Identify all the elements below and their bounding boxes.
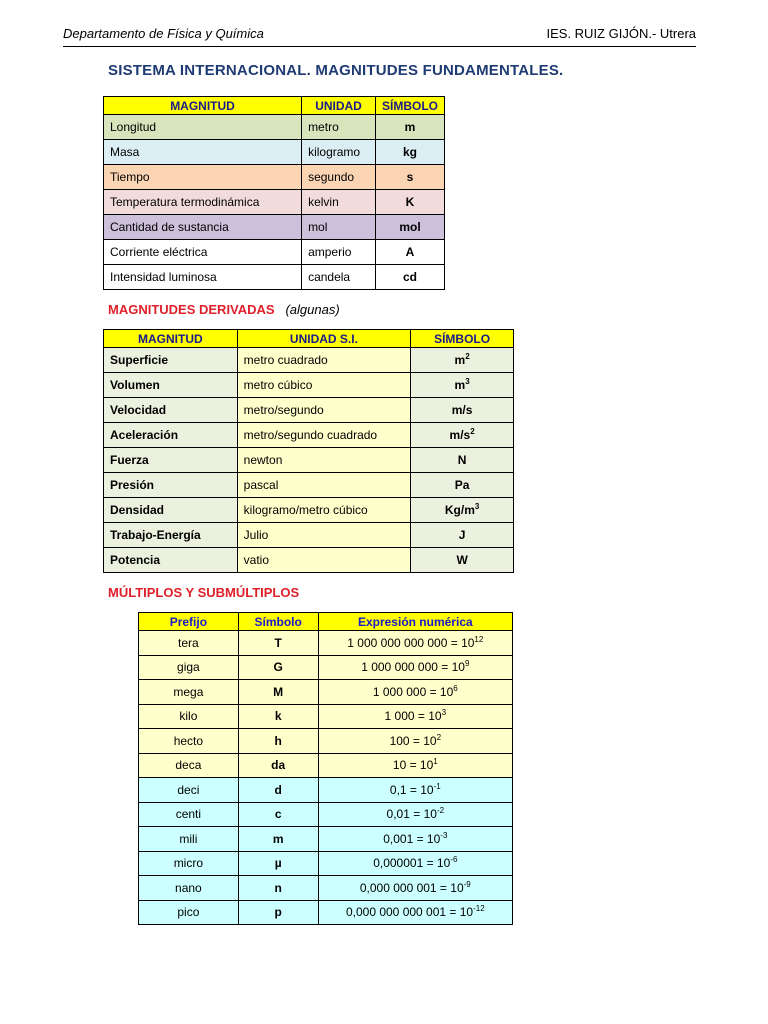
simbolo-cell [238, 851, 318, 876]
magnitud-cell [104, 523, 238, 548]
simbolo-cell-text: mol [399, 220, 421, 234]
exponent: -6 [450, 855, 458, 865]
derived-title: MAGNITUDES DERIVADAS [108, 302, 275, 317]
simbolo-cell [375, 190, 444, 215]
table-row [139, 729, 513, 754]
table-row [104, 190, 445, 215]
exponent: -9 [463, 879, 471, 889]
prefijo-cell [139, 802, 239, 827]
prefijo-cell-text: micro [173, 856, 204, 871]
exponent: 3 [474, 502, 480, 511]
unidad-cell [302, 140, 376, 165]
table-row [139, 851, 513, 876]
magnitud-cell [104, 548, 238, 573]
simbolo-cell [238, 876, 318, 901]
prefijo-cell-text: giga [177, 660, 200, 675]
unidad-cell-text: pascal [243, 478, 279, 492]
magnitud-cell [104, 348, 238, 373]
expresion-cell-text: 100 = 10 [389, 733, 437, 748]
simbolo-cell [375, 215, 444, 240]
table-row [104, 548, 514, 573]
magnitud-cell [104, 240, 302, 265]
table-row [139, 655, 513, 680]
prefijo-cell-text: deca [175, 758, 202, 773]
department-name: Departamento de Física y Química [63, 26, 264, 41]
magnitud-cell [104, 140, 302, 165]
unidad-cell-text: segundo [308, 170, 355, 184]
expresion-cell-text: 1 000 = 10 [384, 709, 442, 724]
simbolo-cell [411, 348, 514, 373]
simbolo-cell [238, 778, 318, 803]
magnitud-cell-text: Potencia [110, 553, 161, 567]
simbolo-cell [238, 827, 318, 852]
simbolo-cell-text: m [454, 353, 466, 367]
magnitud-cell-text: Superficie [110, 353, 169, 367]
table-row [104, 140, 445, 165]
table-row [104, 240, 445, 265]
magnitud-cell-text: Velocidad [110, 403, 167, 417]
prefijo-cell [139, 851, 239, 876]
prefijo-cell [139, 876, 239, 901]
unidad-cell [237, 423, 411, 448]
expresion-cell [318, 680, 512, 705]
magnitud-cell [104, 190, 302, 215]
expresion-cell-text: 1 000 000 000 000 = 10 [347, 635, 475, 650]
header-unidad: UNIDAD [302, 97, 376, 115]
exponent: -3 [440, 830, 448, 840]
magnitud-cell-text: Tiempo [110, 170, 150, 184]
prefijo-cell-text: mega [173, 684, 204, 699]
expresion-cell [318, 827, 512, 852]
table-row [139, 704, 513, 729]
unidad-cell-text: Julio [243, 528, 269, 542]
simbolo-cell-text: d [274, 782, 282, 797]
simbolo-cell-text: da [271, 758, 286, 773]
exponent: 2 [465, 352, 470, 361]
expresion-cell-text: 0,000001 = 10 [373, 856, 451, 871]
expresion-cell [318, 753, 512, 778]
magnitud-cell [104, 265, 302, 290]
simbolo-cell-text: c [274, 807, 282, 822]
header-simbolo: Símbolo [238, 613, 318, 631]
magnitud-cell [104, 473, 238, 498]
derived-magnitudes-table [103, 329, 514, 573]
expresion-cell [318, 876, 512, 901]
simbolo-cell-text: G [273, 660, 283, 675]
simbolo-cell-text: Pa [454, 478, 470, 492]
table-row [104, 165, 445, 190]
simbolo-cell-text: cd [402, 270, 417, 284]
simbolo-cell-text: p [274, 905, 282, 920]
unidad-cell [237, 373, 411, 398]
magnitud-cell-text: Volumen [110, 378, 160, 392]
magnitud-cell-text: Intensidad luminosa [110, 270, 217, 284]
prefijo-cell [139, 729, 239, 754]
expresion-cell-text: 1 000 000 000 = 10 [361, 660, 465, 675]
exponent: 3 [441, 708, 447, 718]
header-simbolo: SÍMBOLO [411, 330, 514, 348]
simbolo-cell [375, 265, 444, 290]
unidad-cell [302, 115, 376, 140]
prefijo-cell [139, 778, 239, 803]
unidad-cell-text: metro/segundo [243, 403, 324, 417]
expresion-cell [318, 631, 512, 656]
simbolo-cell [411, 373, 514, 398]
prefixes-table [138, 612, 513, 925]
header-magnitud: MAGNITUD [104, 97, 302, 115]
table-row [104, 473, 514, 498]
unidad-cell-text: candela [308, 270, 351, 284]
table-header-row [104, 330, 514, 348]
magnitud-cell [104, 398, 238, 423]
simbolo-cell-text: m/s [451, 403, 473, 417]
multiples-section-title: MÚLTIPLOS Y SUBMÚLTIPLOS [108, 585, 300, 600]
simbolo-cell-text: kg [402, 145, 417, 159]
table-row [104, 523, 514, 548]
expresion-cell-text: 0,000 000 000 001 = 10 [345, 905, 474, 920]
unidad-cell-text: metro/segundo cuadrado [243, 428, 378, 442]
unidad-cell-text: metro cuadrado [243, 353, 328, 367]
table-row [104, 398, 514, 423]
expresion-cell-text: 0,1 = 10 [389, 782, 434, 797]
exponent: 12 [474, 634, 484, 644]
magnitud-cell [104, 448, 238, 473]
table-row [104, 423, 514, 448]
simbolo-cell-text: N [457, 453, 467, 467]
expresion-cell [318, 778, 512, 803]
table-header-row [139, 613, 513, 631]
expresion-cell-text: 0,000 000 001 = 10 [359, 880, 464, 895]
simbolo-cell [238, 802, 318, 827]
magnitud-cell [104, 373, 238, 398]
exponent: 6 [453, 683, 458, 693]
unidad-cell [302, 265, 376, 290]
expresion-cell-text: 0,001 = 10 [383, 831, 441, 846]
prefijo-cell-text: centi [175, 807, 202, 822]
simbolo-cell [238, 704, 318, 729]
magnitud-cell-text: Fuerza [110, 453, 149, 467]
table-row [104, 215, 445, 240]
header-prefijo: Prefijo [139, 613, 239, 631]
unidad-cell [237, 348, 411, 373]
expresion-cell-text: 0,01 = 10 [386, 807, 437, 822]
prefijo-cell [139, 655, 239, 680]
simbolo-cell [411, 548, 514, 573]
page-header [63, 24, 696, 47]
unidad-cell-text: metro cúbico [243, 378, 313, 392]
simbolo-cell [238, 753, 318, 778]
magnitud-cell [104, 215, 302, 240]
table-row [139, 778, 513, 803]
unidad-cell [302, 165, 376, 190]
expresion-cell [318, 802, 512, 827]
exponent: 9 [464, 659, 470, 669]
table-row [139, 827, 513, 852]
magnitud-cell [104, 165, 302, 190]
simbolo-cell-text: T [274, 635, 282, 650]
prefijo-cell-text: deci [177, 782, 200, 797]
prefijo-cell-text: kilo [179, 709, 198, 724]
table-row [139, 680, 513, 705]
simbolo-cell-text: m [404, 120, 416, 134]
header-unidad: UNIDAD S.I. [237, 330, 411, 348]
unidad-cell [302, 215, 376, 240]
table-row [139, 876, 513, 901]
prefijo-cell [139, 704, 239, 729]
unidad-cell [237, 473, 411, 498]
simbolo-cell [411, 473, 514, 498]
simbolo-cell-text: m [454, 378, 466, 392]
prefijo-cell-text: hecto [173, 733, 204, 748]
prefijo-cell [139, 900, 239, 925]
magnitud-cell [104, 115, 302, 140]
exponent: 2 [436, 732, 442, 742]
exponent: 2 [470, 427, 475, 436]
simbolo-cell [375, 115, 444, 140]
derived-section-title [108, 302, 340, 317]
unidad-cell-text: amperio [308, 245, 352, 259]
page-title: SISTEMA INTERNACIONAL. MAGNITUDES FUNDAMENTALES. [108, 62, 564, 79]
unidad-cell-text: kilogramo/metro cúbico [243, 503, 368, 517]
simbolo-cell-text: J [458, 528, 466, 542]
header-magnitud: MAGNITUD [104, 330, 238, 348]
header-simbolo: SÍMBOLO [375, 97, 444, 115]
table-row [104, 265, 445, 290]
unidad-cell [237, 548, 411, 573]
unidad-cell [302, 240, 376, 265]
prefijo-cell [139, 827, 239, 852]
magnitud-cell-text: Corriente eléctrica [110, 245, 208, 259]
unidad-cell [237, 523, 411, 548]
unidad-cell [302, 190, 376, 215]
magnitud-cell [104, 423, 238, 448]
table-row [139, 631, 513, 656]
prefijo-cell [139, 680, 239, 705]
simbolo-cell [411, 398, 514, 423]
unidad-cell-text: kelvin [308, 195, 339, 209]
unidad-cell [237, 448, 411, 473]
simbolo-cell [411, 523, 514, 548]
simbolo-cell-text: W [456, 553, 468, 567]
expresion-cell [318, 655, 512, 680]
expresion-cell [318, 704, 512, 729]
simbolo-cell [411, 448, 514, 473]
table-row [104, 373, 514, 398]
unidad-cell-text: newton [243, 453, 283, 467]
expresion-cell [318, 851, 512, 876]
simbolo-cell [375, 165, 444, 190]
prefijo-cell [139, 753, 239, 778]
expresion-cell-text: 10 = 10 [392, 758, 434, 773]
unidad-cell [237, 498, 411, 523]
simbolo-cell [238, 900, 318, 925]
magnitud-cell-text: Longitud [110, 120, 157, 134]
simbolo-cell-text: Kg/m [444, 503, 475, 517]
table-row [104, 115, 445, 140]
expresion-cell-text: 1 000 000 = 10 [372, 684, 454, 699]
simbolo-cell-text: s [406, 170, 414, 184]
table-row [104, 498, 514, 523]
exponent: -2 [436, 806, 445, 816]
expresion-cell [318, 900, 512, 925]
table-row [104, 348, 514, 373]
prefijo-cell-text: nano [175, 880, 202, 895]
unidad-cell [237, 398, 411, 423]
simbolo-cell [238, 631, 318, 656]
school-name: IES. RUIZ GIJÓN.- Utrera [546, 26, 696, 41]
simbolo-cell-text: K [405, 195, 415, 209]
magnitud-cell-text: Temperatura termodinámica [110, 195, 260, 209]
magnitud-cell [104, 498, 238, 523]
simbolo-cell-text: m [272, 831, 284, 846]
magnitud-cell-text: Densidad [110, 503, 165, 517]
table-row [139, 753, 513, 778]
simbolo-cell [238, 729, 318, 754]
magnitud-cell-text: Trabajo-Energía [110, 528, 201, 542]
derived-note: (algunas) [285, 302, 340, 317]
simbolo-cell [375, 140, 444, 165]
magnitud-cell-text: Cantidad de sustancia [110, 220, 229, 234]
fundamental-magnitudes-table [103, 96, 445, 290]
simbolo-cell [411, 498, 514, 523]
prefijo-cell-text: tera [178, 635, 199, 650]
simbolo-cell-text: h [274, 733, 282, 748]
unidad-cell-text: metro [308, 120, 339, 134]
header-expresion: Expresión numérica [318, 613, 512, 631]
simbolo-cell-text: m/s [449, 428, 471, 442]
prefijo-cell [139, 631, 239, 656]
table-row [139, 900, 513, 925]
exponent: 1 [433, 757, 438, 767]
table-row [104, 448, 514, 473]
magnitud-cell-text: Masa [110, 145, 140, 159]
exponent: 3 [465, 377, 470, 386]
expresion-cell [318, 729, 512, 754]
simbolo-cell [375, 240, 444, 265]
exponent: -12 [473, 904, 485, 914]
table-row [139, 802, 513, 827]
table-header-row [104, 97, 445, 115]
prefijo-cell-text: pico [177, 905, 200, 920]
prefijo-cell-text: mili [179, 831, 198, 846]
simbolo-cell [411, 423, 514, 448]
simbolo-cell-text: k [274, 709, 282, 724]
simbolo-cell-text: M [273, 684, 284, 699]
simbolo-cell-text: n [274, 880, 282, 895]
exponent: -1 [433, 781, 441, 791]
unidad-cell-text: kilogramo [308, 145, 361, 159]
unidad-cell-text: vatio [243, 553, 270, 567]
simbolo-cell-text: A [405, 245, 415, 259]
magnitud-cell-text: Presión [110, 478, 155, 492]
simbolo-cell [238, 680, 318, 705]
simbolo-cell-text: µ [274, 856, 282, 871]
magnitud-cell-text: Aceleración [110, 428, 179, 442]
simbolo-cell [238, 655, 318, 680]
unidad-cell-text: mol [308, 220, 328, 234]
